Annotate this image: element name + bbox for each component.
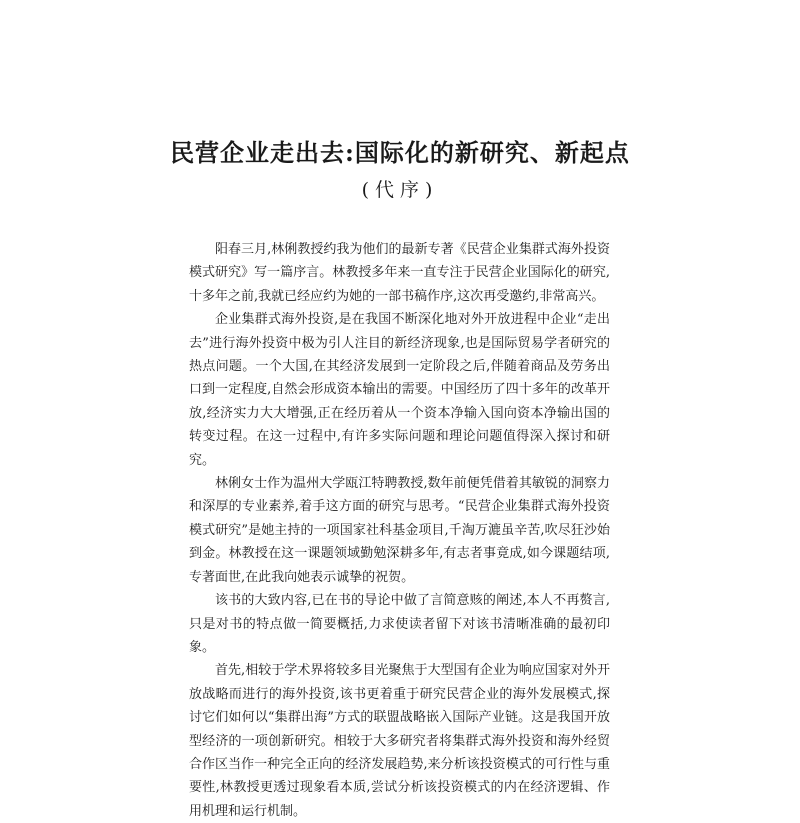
preface-body [189, 238, 610, 823]
paragraph-1: 阳春三月,林俐教授约我为他们的最新专著《民营企业集群式海外投资模式研究》写一篇序言。林教授多年来一直专注于民营企业国际化的研究,十多年之前,我就已经应约为她的一部书稿作序,这次再受邀约,非常高兴。 [189, 242, 610, 304]
paragraph-5: 首先,相较于学术界将较多目光聚焦于大型国有企业为响应国家对外开放战略而进行的海外投资,该书更着重于研究民营企业的海外发展模式,探讨它们如何以“集群出海”方式的联盟战略嵌入国际产业链。这是我国开放型经济的一项创新研究。相较于大多研究者将集群式海外投资和海外经贸合作区当作一种完全正向的经济发展趋势,来分析该投资模式的可行性与重要性,林教授更透过现象看本质,尝试分析该投资模式的内在经济逻辑、作用机理和运行机制。 [189, 663, 610, 819]
paragraph-4: 该书的大致内容,已在书的导论中做了言简意赅的阐述,本人不再赘言,只是对书的特点做一简要概括,力求使读者留下对该书清晰准确的最初印象。 [189, 593, 610, 655]
page-title: 民营企业走出去:国际化的新研究、新起点 [170, 138, 630, 167]
paragraph-3: 林俐女士作为温州大学瓯江特聘教授,数年前便凭借着其敏锐的洞察力和深厚的专业素养,着手这方面的研究与思考。“民营企业集群式海外投资模式研究”是她主持的一项国家社科基金项目,千淘万漉虽辛苦,吹尽狂沙始到金。林教授在这一课题领域勤勉深耕多年,有志者事竟成,如今课题结项,专著面世,在此我向她表示诚挚的祝贺。 [189, 476, 610, 585]
page-subtitle: (代序) [361, 179, 439, 201]
paragraph-2: 企业集群式海外投资,是在我国不断深化地对外开放进程中企业“走出去”进行海外投资中极为引人注目的新经济现象,也是国际贸易学者研究的热点问题。一个大国,在其经济发展到一定阶段之后,伴随着商品及劳务出口到一定程度,自然会形成资本输出的需要。中国经历了四十多年的改革开放,经济实力大大增强,正在经历着从一个资本净输入国向资本净输出国的转变过程。在这一过程中,有许多实际问题和理论问题值得深入探讨和研究。 [189, 312, 610, 468]
